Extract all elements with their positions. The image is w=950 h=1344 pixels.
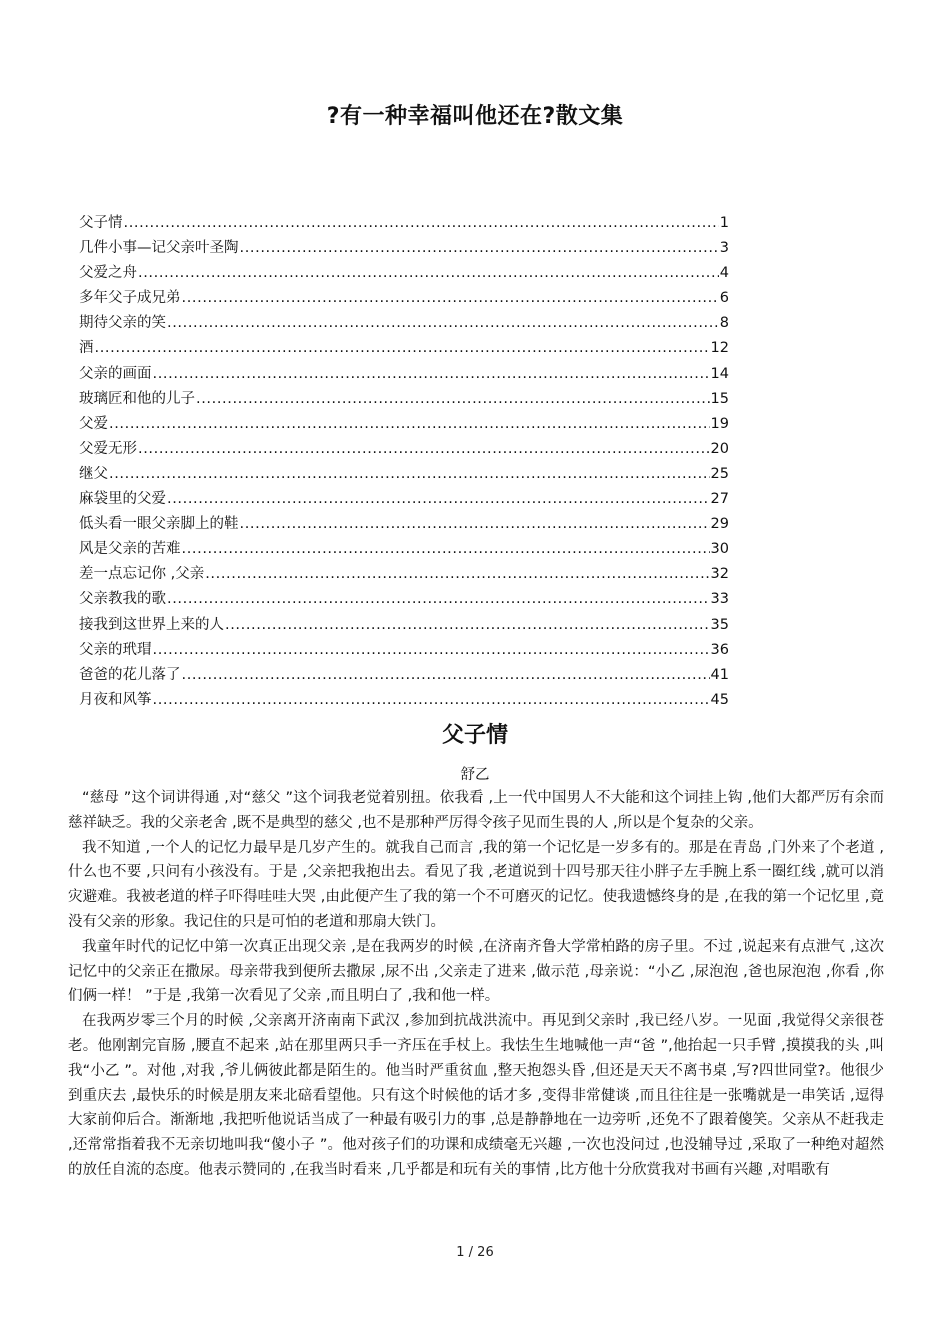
toc-dot-leader [153, 688, 710, 713]
toc-entry-page: 20 [710, 440, 729, 457]
toc-entry-title: 麻袋里的父爱 [79, 491, 166, 508]
toc-entry-page: 4 [719, 265, 729, 282]
toc-dot-leader [167, 311, 719, 336]
toc-dot-leader [109, 462, 710, 487]
toc-entry-page: 3 [719, 240, 729, 257]
toc-entry-title: 父爱之舟 [79, 265, 137, 282]
toc-entry-title: 差一点忘记你 ,父亲 [79, 566, 205, 583]
toc-dot-leader [109, 412, 710, 437]
toc-entry-page: 29 [710, 516, 729, 533]
toc-entry[interactable] [79, 537, 729, 562]
toc-entry[interactable] [79, 387, 729, 412]
toc-entry-title: 玻璃匠和他的儿子 [79, 390, 195, 407]
toc-entry-title: 继父 [79, 465, 108, 482]
toc-entry[interactable] [79, 688, 729, 713]
toc-dot-leader [182, 286, 719, 311]
toc-entry-title: 几件小事—记父亲叶圣陶 [79, 240, 239, 257]
toc-entry-page: 36 [710, 641, 729, 658]
toc-entry[interactable] [79, 613, 729, 638]
toc-dot-leader [153, 638, 710, 663]
toc-dot-leader [124, 211, 719, 236]
toc-entry[interactable] [79, 261, 729, 286]
toc-entry-title: 多年父子成兄弟 [79, 290, 181, 307]
toc-dot-leader [138, 261, 719, 286]
toc-entry[interactable] [79, 587, 729, 612]
toc-entry[interactable] [79, 286, 729, 311]
toc-entry-page: 25 [710, 465, 729, 482]
toc-dot-leader [205, 562, 709, 587]
toc-entry[interactable] [79, 211, 729, 236]
toc-entry[interactable] [79, 638, 729, 663]
chapter-title: 父子情 [441, 723, 508, 748]
toc-entry[interactable] [79, 512, 729, 537]
toc-entry[interactable] [79, 487, 729, 512]
body-paragraph: 我不知道 ,一个人的记忆力最早是几岁产生的。就我自己而言 ,我的第一个记忆是一岁多有的。那是在青岛 ,门外来了个老道 ,什么也不要 ,只问有小孩没有。于是 ,父亲把我抱出去。看见了我 ,老道说到十四号那天往小胖子左手腕上系一圈红线 ,就可以消灾避难。我被老道的样子吓得哇哇大哭 ,由此便产生了我的第一个不可磨灭的记忆。使我遗憾终身的是 ,在我的第一个记忆里 ,竟没有父亲的形象。我记住的只是可怕的老道和那扇大铁门。 [68, 839, 884, 930]
toc-entry-title: 酒 [79, 340, 94, 357]
toc-entry-page: 14 [710, 365, 729, 382]
table-of-contents [79, 211, 729, 713]
toc-entry-title: 父亲的玳瑁 [79, 641, 152, 658]
toc-entry-page: 30 [710, 541, 729, 558]
toc-entry-page: 35 [710, 616, 729, 633]
toc-entry[interactable] [79, 412, 729, 437]
toc-entry[interactable] [79, 562, 729, 587]
toc-dot-leader [138, 437, 710, 462]
toc-dot-leader [196, 387, 710, 412]
toc-entry-title: 父亲教我的歌 [79, 591, 166, 608]
toc-entry-page: 8 [719, 315, 729, 332]
toc-entry-page: 27 [710, 491, 729, 508]
body-paragraph: 在我两岁零三个月的时候 ,父亲离开济南南下武汉 ,参加到抗战洪流中。再见到父亲时 ,我已经八岁。一见面 ,我觉得父亲很苍老。他刚割完盲肠 ,腰直不起来 ,站在那里两只手一齐压在手杖上。我怯生生地喊他一声“爸 ”,他抬起一只手臂 ,摸摸我的头 ,叫我“小乙 ”。对他 ,对我 ,爷儿俩彼此都是陌生的。他当时严重贫血 ,整天抱怨头昏 ,但还是天天不离书桌 ,写?四世同堂?。他很少到重庆去 ,最快乐的时候是朋友来北碚看望他。只有这个时候他的话才多 ,变得非常健谈 ,而且往往是一张嘴就是一串笑话 ,逗得大家前仰后合。渐渐地 ,我把听他说话当成了一种最有吸引力的事 ,总是静静地在一边旁听 ,还免不了跟着傻笑。父亲从不赶我走 ,还常常指着我不无亲切地叫我“傻小子 ”。他对孩子们的功课和成绩毫无兴趣 ,一次也没问过 ,也没辅导过 ,采取了一种绝对超然的放任自流的态度。他表示赞同的 ,在我当时看来 ,几乎都是和玩有关的事情 ,比方他十分欣赏我对书画有兴趣 ,对唱歌有 [68, 1013, 884, 1178]
toc-entry-title: 接我到这世界上来的人 [79, 616, 224, 633]
toc-entry-page: 6 [719, 290, 729, 307]
body-paragraph: 我童年时代的记忆中第一次真正出现父亲 ,是在我两岁的时候 ,在济南齐鲁大学常柏路的房子里。不过 ,说起来有点泄气 ,这次记忆中的父亲正在撒尿。母亲带我到便所去撒尿 ,尿不出 ,父亲走了进来 ,做示范 ,母亲说：“小乙 ,尿泡泡 ,爸也尿泡泡 ,你看 ,你们俩一样！ ”于是 ,我第一次看见了父亲 ,而且明白了 ,我和他一样。 [68, 938, 884, 1005]
toc-entry[interactable] [79, 663, 729, 688]
toc-entry[interactable] [79, 437, 729, 462]
toc-entry[interactable] [79, 362, 729, 387]
chapter-body [68, 786, 884, 1246]
toc-entry-page: 41 [710, 666, 729, 683]
toc-entry-page: 32 [710, 566, 729, 583]
toc-dot-leader [240, 236, 719, 261]
toc-entry-title: 月夜和风筝 [79, 691, 152, 708]
body-paragraph: “慈母 ”这个词讲得通 ,对“慈父 ”这个词我老觉着别扭。依我看 ,上一代中国男人不大能和这个词挂上钩 ,他们大都严厉有余而慈祥缺乏。我的父亲老舍 ,既不是典型的慈父 ,也不是那种严厉得令孩子见而生畏的人 ,所以是个复杂的父亲。 [68, 790, 884, 831]
toc-entry-page: 1 [719, 215, 729, 231]
toc-dot-leader [182, 663, 710, 688]
toc-dot-leader [225, 613, 710, 638]
toc-entry-page: 19 [710, 415, 729, 432]
toc-entry-title: 父爱 [79, 415, 108, 432]
toc-entry-title: 父亲的画面 [79, 365, 152, 382]
toc-entry[interactable] [79, 236, 729, 261]
toc-entry-page: 45 [710, 691, 729, 708]
toc-dot-leader [167, 587, 710, 612]
toc-entry-title: 父子情 [79, 215, 123, 231]
toc-entry-page: 33 [710, 591, 729, 608]
toc-entry-title: 低头看一眼父亲脚上的鞋 [79, 516, 239, 533]
toc-entry-title: 爸爸的花儿落了 [79, 666, 181, 683]
toc-entry[interactable] [79, 311, 729, 336]
toc-entry[interactable] [79, 336, 729, 361]
toc-entry-page: 12 [710, 340, 729, 357]
toc-entry-title: 期待父亲的笑 [79, 315, 166, 332]
page-number: 1 / 26 [456, 1245, 494, 1260]
toc-dot-leader [240, 512, 710, 537]
toc-entry-page: 15 [710, 390, 729, 407]
toc-entry[interactable] [79, 462, 729, 487]
toc-entry-title: 风是父亲的苦难 [79, 541, 181, 558]
toc-dot-leader [182, 537, 710, 562]
document-title: ?有一种幸福叫他还在?散文集 [326, 104, 624, 129]
toc-dot-leader [167, 487, 710, 512]
toc-entry-title: 父爱无形 [79, 440, 137, 457]
chapter-author: 舒乙 [460, 767, 490, 783]
toc-dot-leader [153, 362, 710, 387]
toc-dot-leader [95, 336, 710, 361]
